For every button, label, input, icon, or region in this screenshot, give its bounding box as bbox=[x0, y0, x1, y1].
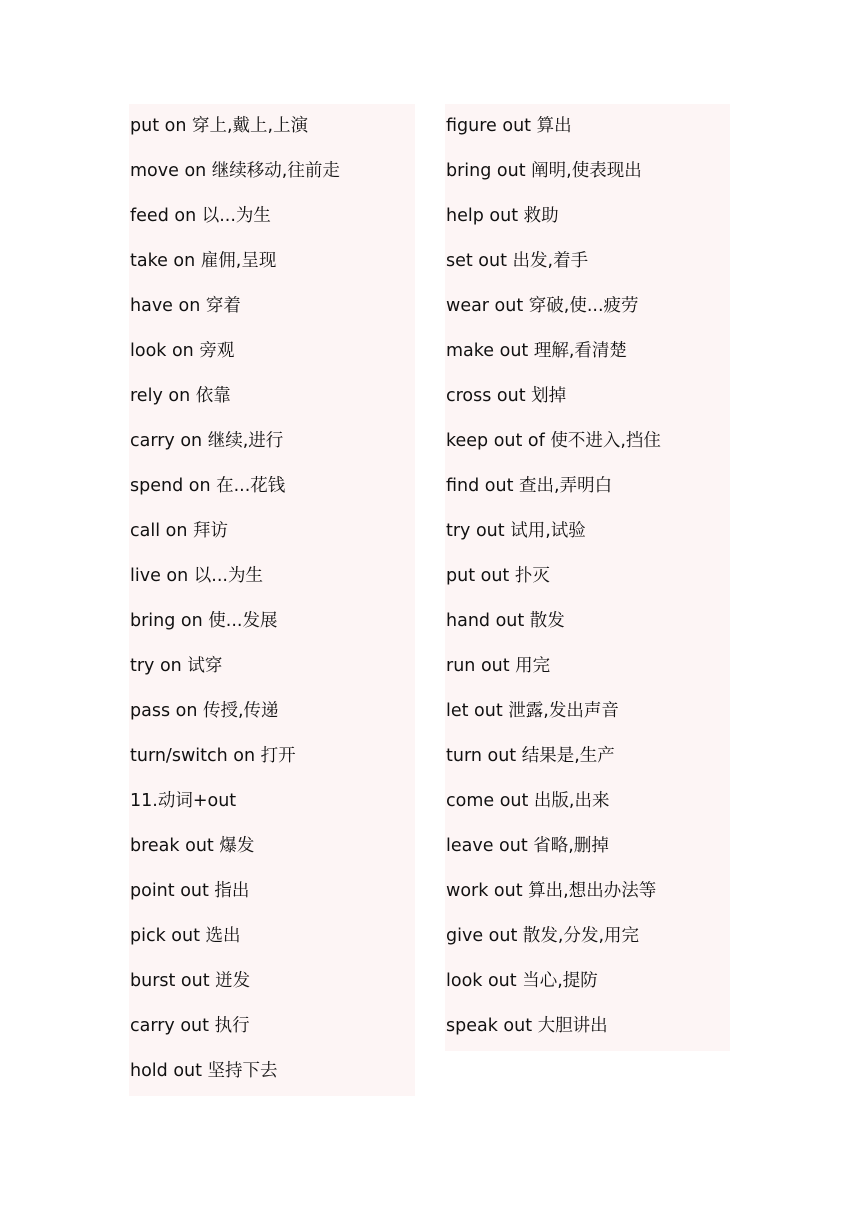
phrase-entry: hold out 坚持下去 bbox=[130, 1061, 278, 1081]
phrase-entry: bring out 阐明,使表现出 bbox=[446, 161, 642, 181]
phrase-entry: break out 爆发 bbox=[130, 836, 255, 856]
phrase-entry: 11.动词+out bbox=[130, 791, 237, 811]
phrase-entry: turn/switch on 打开 bbox=[130, 746, 296, 766]
phrase-entry: hand out 散发 bbox=[446, 611, 565, 631]
phrase-entry: keep out of 使不进入,挡住 bbox=[446, 431, 661, 451]
phrase-entry: speak out 大胆讲出 bbox=[446, 1016, 608, 1036]
phrase-entry: give out 散发,分发,用完 bbox=[446, 926, 640, 946]
phrase-entry: put out 扑灭 bbox=[446, 566, 550, 586]
phrase-entry: help out 救助 bbox=[446, 206, 559, 226]
phrase-entry: cross out 划掉 bbox=[446, 386, 567, 406]
left-phrase-column bbox=[129, 104, 415, 1096]
phrase-entry: carry out 执行 bbox=[130, 1016, 250, 1036]
right-phrase-column bbox=[445, 104, 730, 1051]
phrase-entry: turn out 结果是,生产 bbox=[446, 746, 615, 766]
phrase-entry: carry on 继续,进行 bbox=[130, 431, 284, 451]
phrase-entry: call on 拜访 bbox=[130, 521, 228, 541]
phrase-entry: look out 当心,提防 bbox=[446, 971, 598, 991]
phrase-entry: try on 试穿 bbox=[130, 656, 223, 676]
phrase-entry: figure out 算出 bbox=[446, 116, 572, 136]
phrase-entry: pass on 传授,传递 bbox=[130, 701, 279, 721]
phrase-entry: let out 泄露,发出声音 bbox=[446, 701, 619, 721]
phrase-entry: try out 试用,试验 bbox=[446, 521, 586, 541]
phrase-entry: set out 出发,着手 bbox=[446, 251, 589, 271]
phrase-entry: put on 穿上,戴上,上演 bbox=[130, 116, 309, 136]
phrase-entry: leave out 省略,删掉 bbox=[446, 836, 609, 856]
phrase-entry: live on 以...为生 bbox=[130, 566, 263, 586]
phrase-entry: look on 旁观 bbox=[130, 341, 235, 361]
phrase-entry: work out 算出,想出办法等 bbox=[446, 881, 657, 901]
phrase-entry: run out 用完 bbox=[446, 656, 551, 676]
phrase-entry: feed on 以...为生 bbox=[130, 206, 271, 226]
phrase-entry: bring on 使...发展 bbox=[130, 611, 278, 631]
phrase-entry: take on 雇佣,呈现 bbox=[130, 251, 277, 271]
phrase-entry: burst out 迸发 bbox=[130, 971, 251, 991]
phrase-entry: move on 继续移动,往前走 bbox=[130, 161, 340, 181]
phrase-entry: pick out 选出 bbox=[130, 926, 241, 946]
phrase-entry: spend on 在...花钱 bbox=[130, 476, 286, 496]
phrase-entry: wear out 穿破,使...疲劳 bbox=[446, 296, 639, 316]
phrase-entry: make out 理解,看清楚 bbox=[446, 341, 627, 361]
phrase-entry: come out 出版,出来 bbox=[446, 791, 610, 811]
phrase-entry: have on 穿着 bbox=[130, 296, 241, 316]
phrase-entry: point out 指出 bbox=[130, 881, 250, 901]
phrase-entry: find out 查出,弄明白 bbox=[446, 476, 613, 496]
phrase-entry: rely on 依靠 bbox=[130, 386, 231, 406]
